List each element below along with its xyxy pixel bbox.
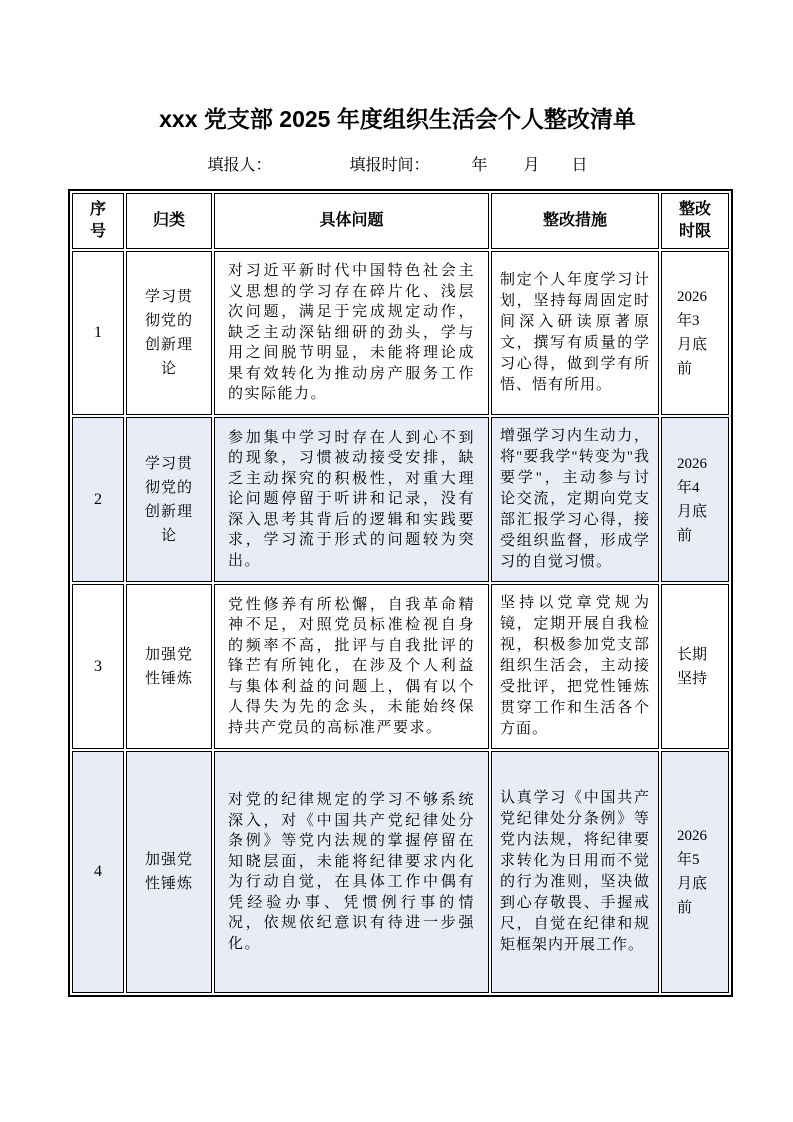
report-time-label: 填报时间： — [349, 157, 430, 174]
deadline-cell: 长期坚持 — [661, 584, 729, 749]
table-row — [72, 584, 729, 749]
header-category: 归类 — [126, 193, 212, 249]
header-specific-problem: 具体问题 — [214, 193, 489, 249]
measure-cell: 坚持以党章党规为镜，定期开展自我检视，积极参加党支部组织生活会，主动接受批评，把党性锤炼贯穿工作和生活各个方面。 — [491, 584, 659, 749]
serial-number-cell: 1 — [72, 251, 124, 415]
measure-cell: 增强学习内生动力，将"要我学"转变为"我要学"，主动参与讨论交流，定期向党支部汇报学习心得，接受组织监督，形成学习的自觉习惯。 — [491, 417, 659, 582]
deadline-cell: 2026年4月底前 — [661, 417, 729, 582]
table-row — [72, 751, 729, 993]
day-label: 日 — [571, 157, 588, 174]
table-row — [72, 251, 729, 415]
problem-cell: 对党的纪律规定的学习不够系统深入，对《中国共产党纪律处分条例》等党内法规的掌握停留在知晓层面，未能将纪律要求内化为行动自觉，在具体工作中偶有凭经验办事、凭惯例行事的情况，依规依纪意识有待进一步强化。 — [214, 751, 489, 993]
deadline-cell: 2026年5月底前 — [661, 751, 729, 993]
serial-number-cell: 3 — [72, 584, 124, 749]
category-cell: 加强党性锤炼 — [126, 751, 212, 993]
reporter-label: 填报人： — [207, 157, 272, 174]
month-label: 月 — [523, 157, 540, 174]
rectification-table — [68, 189, 733, 997]
header-deadline: 整改时限 — [661, 193, 729, 249]
category-cell: 学习贯彻党的创新理论 — [126, 251, 212, 415]
table-row — [72, 417, 729, 582]
table-header-row — [72, 193, 729, 249]
year-label: 年 — [471, 157, 488, 174]
category-cell: 学习贯彻党的创新理论 — [126, 417, 212, 582]
page-title: xxx 党支部 2025 年度组织生活会个人整改清单 — [159, 106, 636, 132]
header-rectification-measures: 整改措施 — [491, 193, 659, 249]
serial-number-cell: 2 — [72, 417, 124, 582]
deadline-cell: 2026年3月底前 — [661, 251, 729, 415]
header-serial-number: 序号 — [72, 193, 124, 249]
category-cell: 加强党性锤炼 — [126, 584, 212, 749]
problem-cell: 参加集中学习时存在人到心不到的现象，习惯被动接受安排，缺乏主动探究的积极性，对重大理论问题停留于听讲和记录，没有深入思考其背后的逻辑和实践要求，学习流于形式的问题较为突出。 — [214, 417, 489, 582]
serial-number-cell: 4 — [72, 751, 124, 993]
measure-cell: 制定个人年度学习计划，坚持每周固定时间深入研读原著原文，撰写有质量的学习心得，做到学有所悟、悟有所用。 — [491, 251, 659, 415]
report-info-line — [68, 152, 727, 175]
problem-cell: 党性修养有所松懈，自我革命精神不足，对照党员标准检视自身的频率不高，批评与自我批评的锋芒有所钝化，在涉及个人利益与集体利益的问题上，偶有以个人得失为先的念头，未能始终保持共产党员的高标准严要求。 — [214, 584, 489, 749]
problem-cell: 对习近平新时代中国特色社会主义思想的学习存在碎片化、浅层次问题，满足于完成规定动作，缺乏主动深钻细研的劲头，学与用之间脱节明显，未能将理论成果有效转化为推动房产服务工作的实际能力。 — [214, 251, 489, 415]
measure-cell: 认真学习《中国共产党纪律处分条例》等党内法规，将纪律要求转化为日用而不觉的行为准则，坚决做到心存敬畏、手握戒尺，自觉在纪律和规矩框架内开展工作。 — [491, 751, 659, 993]
